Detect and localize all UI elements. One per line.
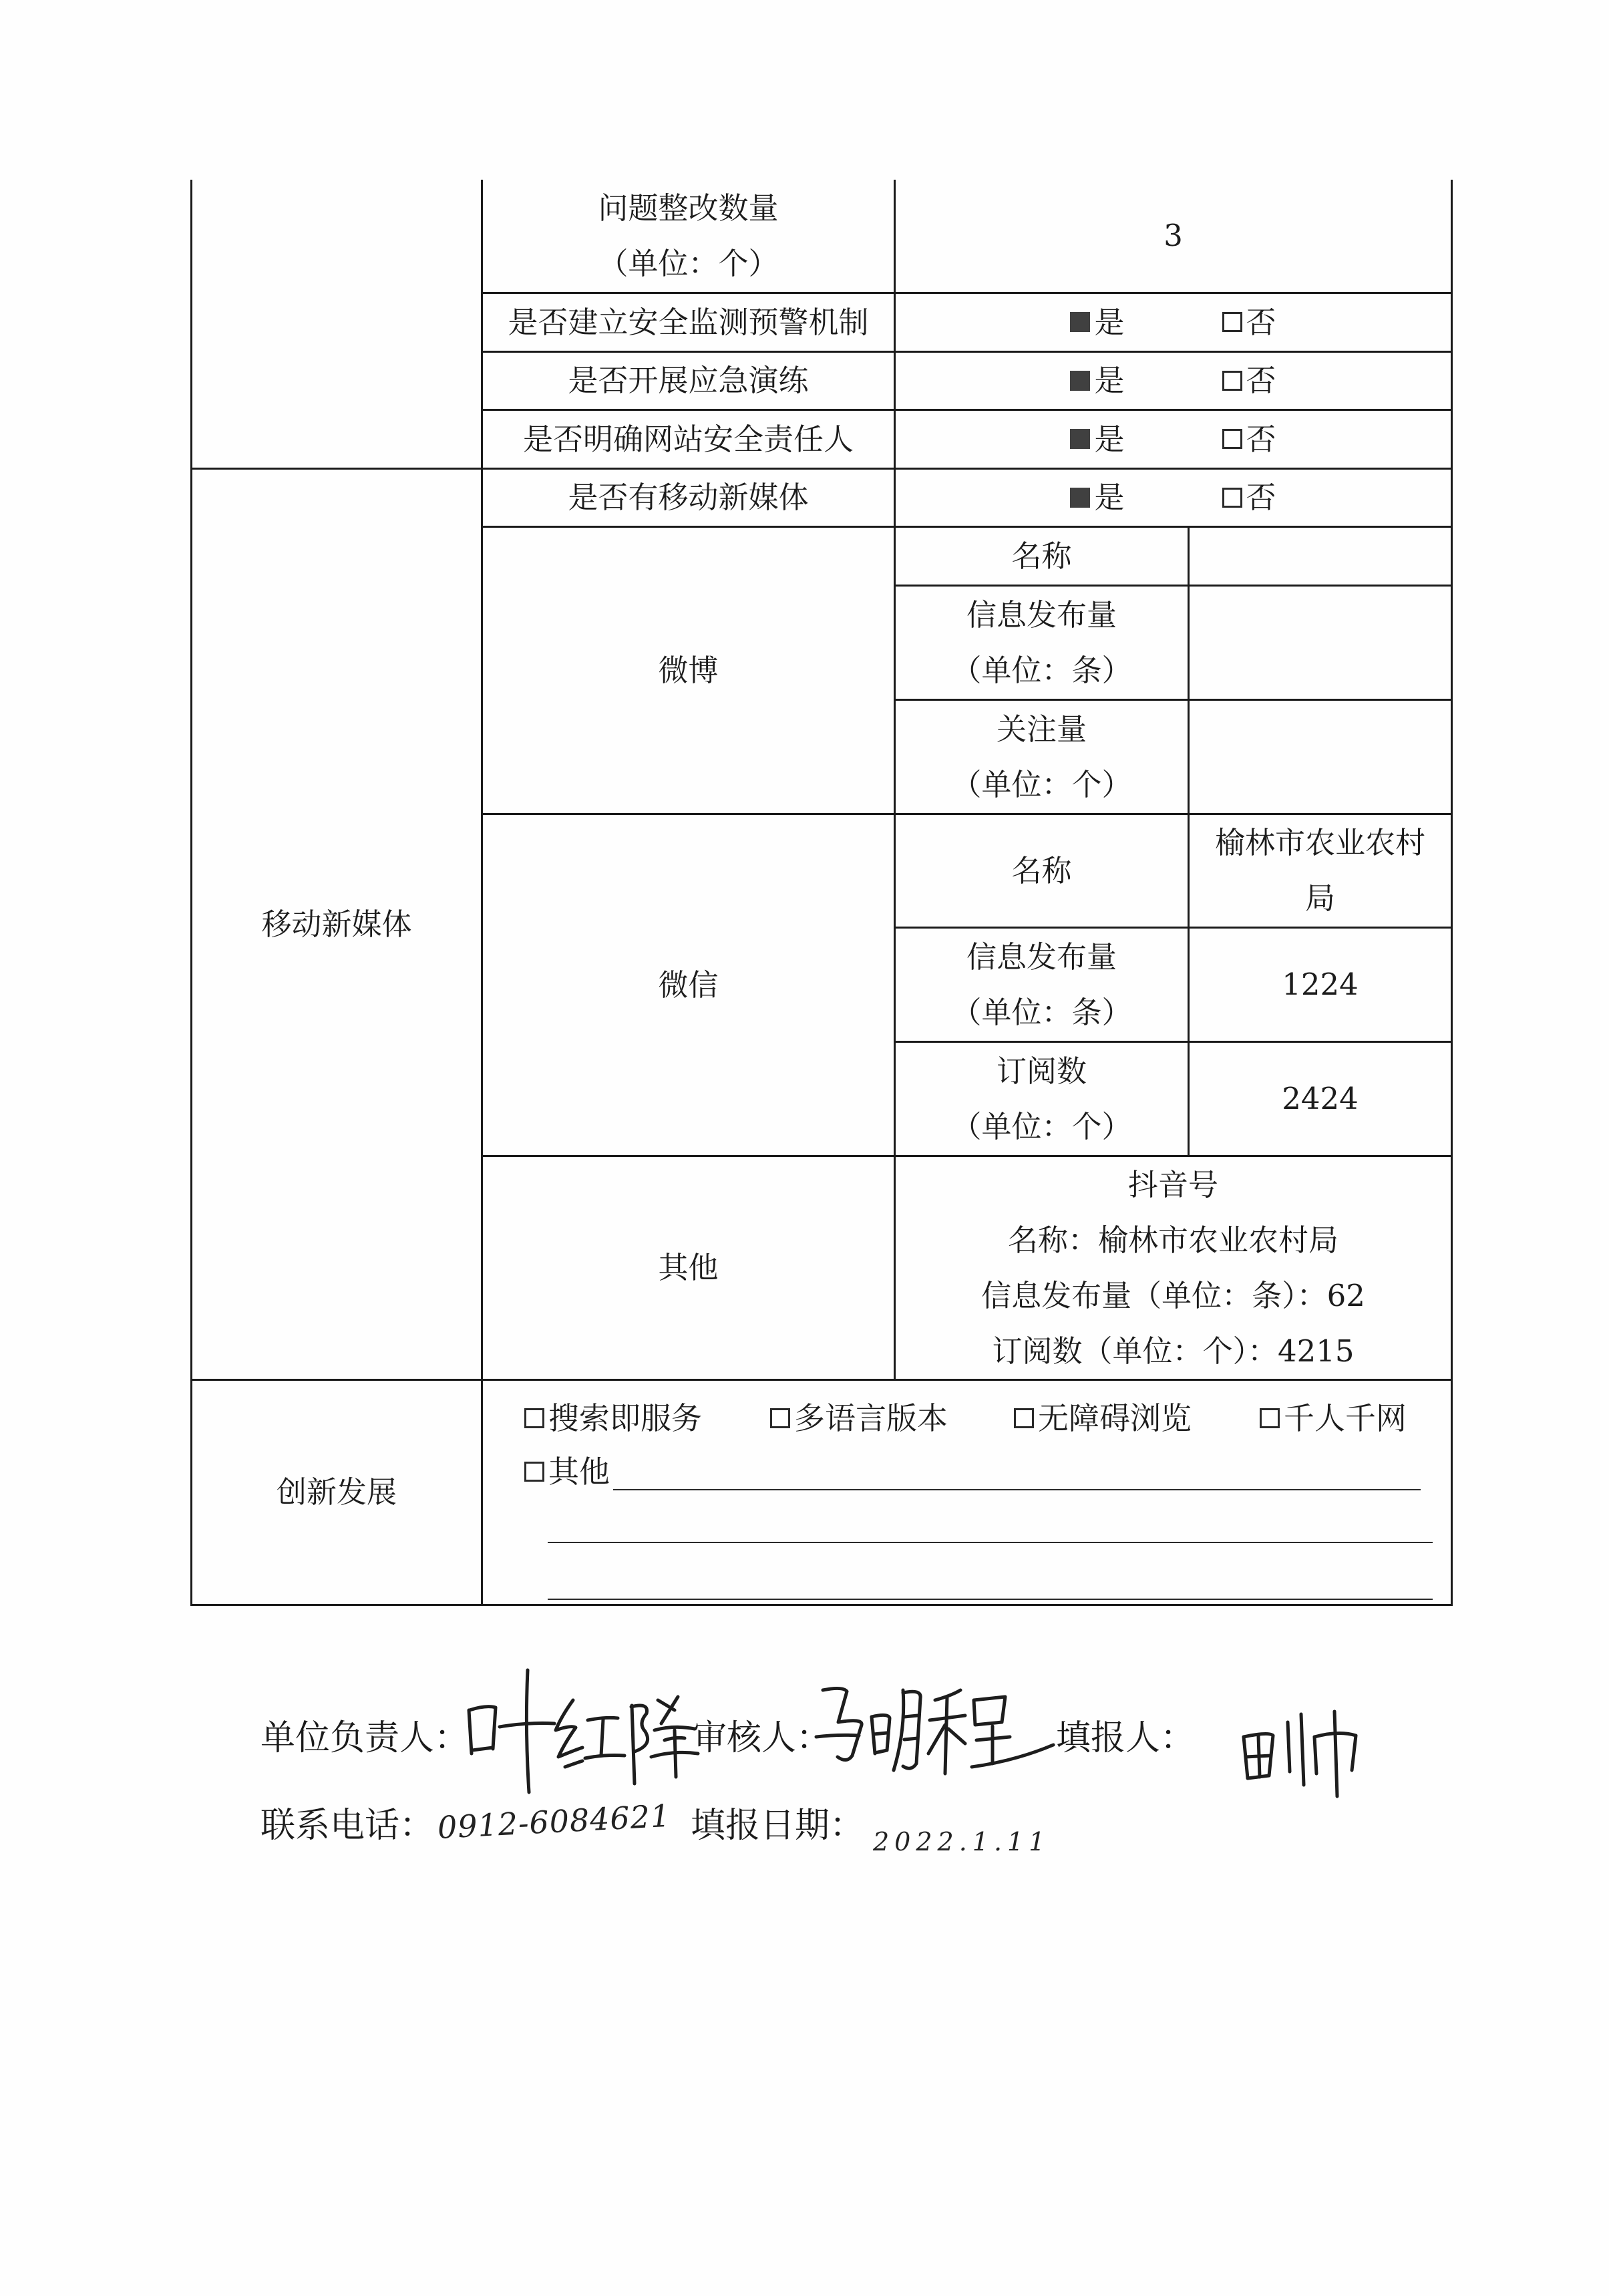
option-yes[interactable]: [1070, 470, 1124, 525]
weibo-label: 微博: [658, 652, 719, 688]
option-label: 无障碍浏览: [1038, 1400, 1192, 1436]
section-label-cell-mobile-media: [192, 468, 482, 1379]
option-label: 千人千网: [1284, 1400, 1407, 1436]
phone-label: 联系电话：: [260, 1806, 435, 1846]
checkbox-icon[interactable]: [1222, 371, 1242, 391]
checkbox-icon[interactable]: [1222, 312, 1242, 332]
other-input-line-2[interactable]: [548, 1542, 1433, 1543]
checkbox-icon[interactable]: [524, 1462, 544, 1482]
innovation-options-cell: [482, 1379, 1452, 1605]
wechat-subscribers-label-cell: [895, 1041, 1189, 1156]
wechat-label: 微信: [658, 967, 719, 1003]
responsible-choice-cell: [895, 409, 1452, 468]
checkbox-icon[interactable]: [1070, 371, 1090, 391]
rectification-label-cell: [482, 180, 895, 293]
other-line-name: 名称：榆林市农业农村局: [1008, 1222, 1339, 1258]
wechat-subscribers-value-cell: [1189, 1041, 1452, 1156]
signature-filler: [1244, 1711, 1356, 1796]
checkbox-icon[interactable]: [1070, 312, 1090, 332]
has-media-label-cell: [482, 468, 895, 526]
checkbox-icon[interactable]: [524, 1408, 544, 1428]
wechat-subscribers-unit: （单位：个）: [951, 1108, 1132, 1144]
other-label-cell: [482, 1156, 895, 1379]
weibo-followers-label: 关注量: [996, 711, 1087, 747]
weibo-posts-unit: （单位：条）: [951, 652, 1132, 688]
option-no-label: 否: [1246, 304, 1276, 340]
option-other[interactable]: [524, 1454, 610, 1489]
option-accessibility[interactable]: [1014, 1401, 1192, 1436]
rectification-value: 3: [1164, 218, 1183, 254]
option-yes-label: 是: [1094, 363, 1125, 398]
other-line-posts: 信息发布量（单位：条）：62: [981, 1277, 1365, 1313]
wechat-posts-value-cell: [1189, 927, 1452, 1041]
wechat-posts-value: 1224: [1282, 967, 1359, 1002]
monitoring-label-cell: [482, 293, 895, 351]
wechat-name-value-cell: [1189, 814, 1452, 927]
phone-value: 0912-6084621: [436, 1797, 672, 1846]
wechat-subscribers-label: 订阅数: [996, 1053, 1087, 1089]
weibo-label-cell: [482, 526, 895, 814]
section-label-mobile-media: 移动新媒体: [261, 906, 412, 942]
date-value: 2022.1.11: [873, 1827, 1051, 1856]
signatures: [401, 1637, 1436, 1917]
other-line-platform: 抖音号: [1128, 1166, 1219, 1202]
weibo-posts-value-cell: [1189, 585, 1452, 699]
checkbox-icon[interactable]: [1014, 1408, 1034, 1428]
drill-label-cell: [482, 351, 895, 409]
yes-no-group: [896, 353, 1451, 408]
option-label: 其他: [548, 1453, 610, 1490]
filler-label: 填报人：: [1056, 1718, 1196, 1758]
row-innovation: [192, 1379, 1452, 1605]
weibo-name-label-cell: [895, 526, 1189, 585]
checkbox-icon[interactable]: [770, 1408, 790, 1428]
other-label: 其他: [658, 1250, 719, 1285]
signature-reviewer: [816, 1688, 1053, 1774]
section-cell-safety: [192, 180, 482, 468]
option-label: 多语言版本: [794, 1400, 948, 1436]
rectification-label: 问题整改数量: [598, 190, 779, 226]
checkbox-icon[interactable]: [1222, 488, 1242, 508]
option-no-label: 否: [1246, 480, 1276, 515]
checkbox-icon[interactable]: [1222, 429, 1242, 449]
wechat-name-label: 名称: [1011, 852, 1072, 888]
weibo-posts-label-cell: [895, 585, 1189, 699]
unit-head-label: 单位负责人：: [260, 1718, 470, 1758]
option-label: 搜索即服务: [548, 1400, 702, 1436]
wechat-posts-unit: （单位：条）: [951, 994, 1132, 1030]
checkbox-icon[interactable]: [1260, 1408, 1280, 1428]
other-input-line[interactable]: [613, 1489, 1421, 1490]
option-multilingual[interactable]: [770, 1401, 948, 1436]
option-yes[interactable]: [1070, 295, 1124, 350]
wechat-name-label-cell: [895, 814, 1189, 927]
row-rectification: [192, 180, 1452, 293]
weibo-followers-value-cell: [1189, 699, 1452, 814]
other-input-line-3[interactable]: [548, 1599, 1433, 1600]
option-no[interactable]: [1222, 295, 1276, 350]
monitoring-choice-cell: [895, 293, 1452, 351]
other-detail-cell: [895, 1156, 1452, 1379]
responsible-label: 是否明确网站安全责任人: [522, 421, 854, 457]
yes-no-group: [896, 470, 1451, 525]
wechat-label-cell: [482, 814, 895, 1156]
option-yes-label: 是: [1094, 480, 1125, 515]
yes-no-group: [896, 412, 1451, 467]
wechat-posts-label: 信息发布量: [966, 939, 1117, 975]
rectification-unit: （单位：个）: [598, 245, 779, 281]
has-media-choice-cell: [895, 468, 1452, 526]
other-line-subscribers: 订阅数（单位：个）：4215: [992, 1333, 1355, 1369]
weibo-followers-label-cell: [895, 699, 1189, 814]
signature-unit-head: [469, 1670, 698, 1792]
option-yes-label: 是: [1094, 421, 1125, 457]
checkbox-icon[interactable]: [1070, 429, 1090, 449]
weibo-name-value-cell: [1189, 526, 1452, 585]
innovation-options: [483, 1381, 1451, 1604]
wechat-posts-label-cell: [895, 927, 1189, 1041]
innovation-label: 创新发展: [276, 1474, 397, 1510]
row-has-media: [192, 468, 1452, 526]
date-label: 填报日期：: [691, 1806, 865, 1846]
option-yes[interactable]: [1070, 353, 1124, 408]
option-personalized[interactable]: [1260, 1401, 1407, 1436]
wechat-name-value: 榆林市农业农村局: [1214, 825, 1425, 916]
option-no-label: 否: [1246, 363, 1276, 398]
rectification-value-cell: [895, 180, 1452, 293]
option-search-service[interactable]: [524, 1401, 702, 1436]
checkbox-icon[interactable]: [1070, 488, 1090, 508]
reviewer-label: 审核人：: [692, 1718, 832, 1758]
option-yes[interactable]: [1070, 412, 1124, 467]
innovation-label-cell: [192, 1379, 482, 1605]
option-no[interactable]: [1222, 412, 1276, 467]
weibo-posts-label: 信息发布量: [966, 597, 1117, 633]
yes-no-group: [896, 295, 1451, 350]
option-no[interactable]: [1222, 470, 1276, 525]
drill-label: 是否开展应急演练: [568, 363, 809, 398]
weibo-followers-unit: （单位：个）: [951, 766, 1132, 802]
option-yes-label: 是: [1094, 304, 1125, 340]
drill-choice-cell: [895, 351, 1452, 409]
has-media-label: 是否有移动新媒体: [568, 480, 809, 515]
report-table: [190, 180, 1453, 1606]
option-no-label: 否: [1246, 421, 1276, 457]
monitoring-label: 是否建立安全监测预警机制: [508, 304, 869, 340]
weibo-name-label: 名称: [1011, 538, 1072, 574]
option-no[interactable]: [1222, 353, 1276, 408]
wechat-subscribers-value: 2424: [1282, 1081, 1359, 1116]
responsible-label-cell: [482, 409, 895, 468]
